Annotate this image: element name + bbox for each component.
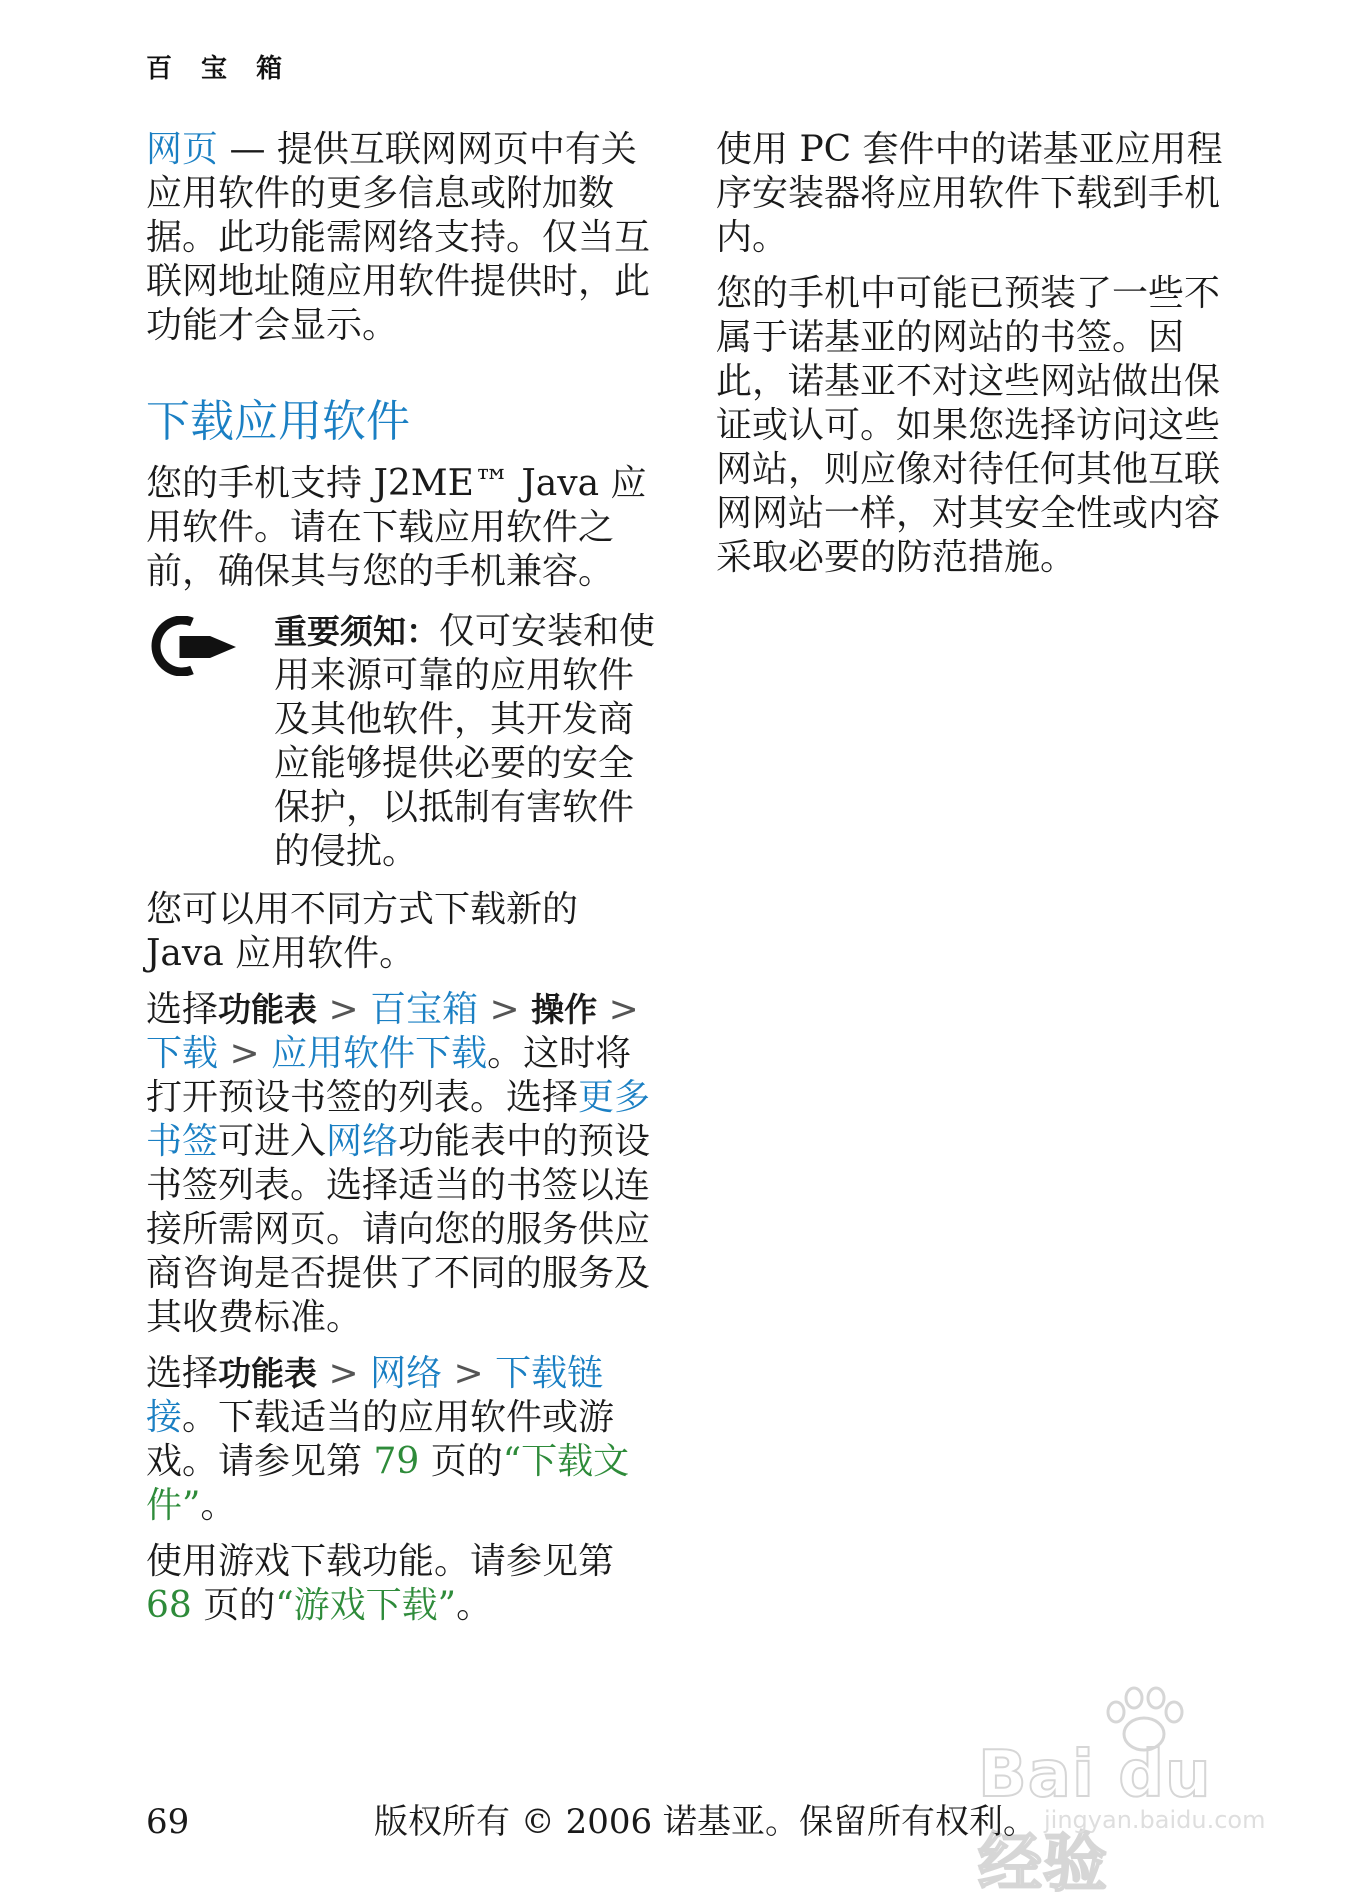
bookmarks-disclaimer-paragraph: 您的手机中可能已预装了一些不属于诺基亚的网站的书签。因此，诺基亚不对这些网站做出保证或认可。如果您选择访问这些网站，则应像对待任何其他互联网网站一样，对其安全性或内容采取必要的防范措施。 xyxy=(716,273,1221,578)
page-header: 百 宝 箱 xyxy=(146,54,293,84)
text-segment: 。这时将打开预设书签的列表。选择 xyxy=(146,1033,632,1118)
network-link[interactable]: 网络 xyxy=(326,1121,399,1162)
text-segment: 。 xyxy=(200,1485,237,1526)
note-text: 仅可安装和使用来源可靠的应用软件及其他软件，其开发商应能够提供必要的安全保护，以抵制有害软件的侵扰。 xyxy=(274,611,656,872)
path-separator: > xyxy=(478,989,532,1030)
text-segment: 。 xyxy=(456,1585,493,1626)
note-label: 重要须知： xyxy=(274,612,439,651)
pc-suite-paragraph: 使用 PC 套件中的诺基亚应用程序安装器将应用软件下载到手机内。 xyxy=(716,129,1223,258)
important-hand-icon xyxy=(148,616,240,676)
menu-link-download[interactable]: 下载 xyxy=(146,1033,219,1074)
section-heading: 下载应用软件 xyxy=(146,396,410,447)
web-page-link[interactable]: 网页 xyxy=(146,129,219,170)
path-separator: > xyxy=(317,989,371,1030)
menu-keyword: 功能表 xyxy=(218,990,318,1029)
download-links-link[interactable]: 下载链接 xyxy=(146,1353,604,1438)
page-number: 69 xyxy=(146,1802,190,1842)
menu-keyword: 功能表 xyxy=(218,1354,318,1393)
web-page-description: — 提供互联网网页中有关应用软件的更多信息或附加数据。此功能需网络支持。仅当互联网地址随应用软件提供时，此功能才会显示。 xyxy=(146,129,651,346)
text-segment: 。下载适当的应用软件或游戏。请参见第 xyxy=(146,1397,615,1482)
download-files-ref[interactable]: “下载文件” xyxy=(146,1441,630,1526)
download-methods-paragraph: 您可以用不同方式下载新的 Java 应用软件。 xyxy=(146,889,579,974)
path-separator: > xyxy=(218,1033,272,1074)
text-segment: 页的 xyxy=(191,1585,276,1626)
page-ref-79[interactable]: 79 xyxy=(373,1441,420,1482)
path-separator: > xyxy=(442,1353,496,1394)
menu-link-apps[interactable]: 百宝箱 xyxy=(370,989,479,1030)
text-segment: 选择 xyxy=(146,1353,219,1394)
menu-keyword-options: 操作 xyxy=(531,990,598,1029)
text-segment: 选择 xyxy=(146,989,219,1030)
watermark-url: jingyan.baidu.com xyxy=(1044,1806,1266,1834)
watermark-brand: Bai du 经验 xyxy=(978,1738,1212,1901)
text-segment: 可进入 xyxy=(218,1121,327,1162)
path-separator: > xyxy=(597,989,639,1030)
web-page-paragraph xyxy=(146,128,656,348)
text-segment: 使用游戏下载功能。请参见第 xyxy=(146,1541,615,1582)
text-segment: 功能表中的预设书签列表。选择适当的书签以连接所需网页。请向您的服务供应商咨询是否提供了不同的服务及其收费标准。 xyxy=(146,1121,651,1338)
text-segment: 页的 xyxy=(419,1441,503,1482)
download-links-paragraph xyxy=(146,1352,656,1528)
left-column xyxy=(146,128,656,1640)
important-note xyxy=(146,610,656,874)
game-download-paragraph xyxy=(146,1540,656,1628)
network-link[interactable]: 网络 xyxy=(370,1353,443,1394)
j2me-paragraph: 您的手机支持 J2ME™ Java 应用软件。请在下载应用软件之前，确保其与您的手机兼容。 xyxy=(146,463,647,592)
menu-link-app-downloads[interactable]: 应用软件下载 xyxy=(271,1033,488,1074)
page-ref-68[interactable]: 68 xyxy=(146,1585,192,1626)
more-bookmarks-link[interactable]: 更多书签 xyxy=(146,1077,651,1162)
path-separator: > xyxy=(317,1353,371,1394)
right-column xyxy=(716,128,1226,592)
menu-path-paragraph xyxy=(146,988,656,1340)
copyright-notice: 版权所有 © 2006 诺基亚。保留所有权利。 xyxy=(374,1802,1037,1842)
game-downloads-ref[interactable]: “游戏下载” xyxy=(275,1585,457,1626)
